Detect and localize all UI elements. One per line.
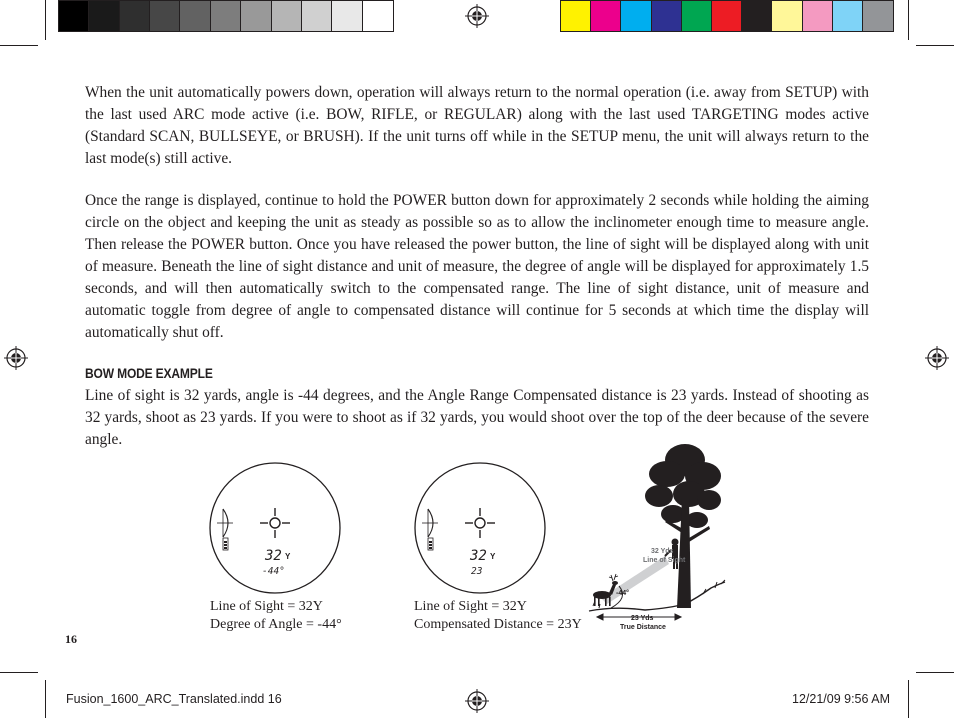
crop-mark-top-right-h xyxy=(916,45,954,46)
color-swatch xyxy=(591,1,621,31)
registration-mark-left-icon xyxy=(4,346,28,370)
registration-mark-bottom-icon xyxy=(465,689,489,713)
registration-mark-right-icon xyxy=(925,346,949,370)
caption-line: Line of Sight = 32Y xyxy=(210,599,323,614)
tree-icon xyxy=(645,444,721,608)
color-swatch xyxy=(241,1,271,31)
grayscale-color-bar xyxy=(58,0,394,32)
scope-1-caption xyxy=(210,598,342,634)
color-swatch xyxy=(682,1,712,31)
section-heading: BOW MODE EXAMPLE xyxy=(85,365,213,381)
true-distance-text-label: True Distance xyxy=(620,624,666,631)
scope-view-angle xyxy=(209,461,344,596)
color-swatch xyxy=(621,1,651,31)
crop-mark-bottom-left-v xyxy=(45,680,46,718)
color-swatch xyxy=(89,1,119,31)
scope-distance: 32 xyxy=(265,548,282,564)
color-swatch xyxy=(742,1,772,31)
scope-distance: 32 xyxy=(470,548,487,564)
crop-mark-top-right-v xyxy=(908,0,909,40)
color-swatch xyxy=(561,1,591,31)
paragraph-range-display: Once the range is displayed, continue to hold the POWER button down for approximately 2 seconds while holding the aiming circle on the object and keeping the unit as steady as possible so as to allow the inclinometer enough time to measure angle. Then release the POWER button. Once you have released the power button, the line of sight will be displayed along with unit of measure. Beneath the line of sight distance and unit of measure, the degree of angle will be displayed for approximately 1.5 seconds, and will then automatically switch to the compensated range. The line of sight distance, unit of measure and automatic toggle from degree of angle to compensated distance will continue for 5 seconds at which time the display will automatically shut off. xyxy=(85,192,869,341)
true-distance-label: 23 Yds xyxy=(631,615,654,622)
color-swatch xyxy=(272,1,302,31)
scope-unit: Y xyxy=(285,552,291,561)
registration-mark-top-icon xyxy=(465,4,489,28)
los-text-label: Line of Sight xyxy=(643,557,686,564)
crop-mark-bottom-right-v xyxy=(908,680,909,718)
color-swatch xyxy=(363,1,393,31)
color-swatch xyxy=(772,1,802,31)
angle-diagram xyxy=(585,438,905,638)
crop-mark-bottom-left-h xyxy=(0,672,38,673)
scope-unit: Y xyxy=(490,552,496,561)
los-distance-label: 32 Yds xyxy=(651,548,674,555)
color-swatch xyxy=(712,1,742,31)
crop-mark-top-left-h xyxy=(0,45,38,46)
color-swatch xyxy=(180,1,210,31)
crop-mark-bottom-right-h xyxy=(916,672,954,673)
caption-line: Line of Sight = 32Y xyxy=(414,599,527,614)
scope-sub-value: -44° xyxy=(262,566,285,577)
color-swatch xyxy=(211,1,241,31)
color-swatch xyxy=(150,1,180,31)
color-swatch xyxy=(120,1,150,31)
color-swatch xyxy=(833,1,863,31)
page-number: 16 xyxy=(65,632,77,646)
scope-view-compensated xyxy=(414,461,549,596)
caption-line: Compensated Distance = 23Y xyxy=(414,617,582,632)
slug-date: 12/21/09 9:56 AM xyxy=(792,692,890,706)
angle-label: -44° xyxy=(616,590,629,597)
caption-line: Degree of Angle = -44° xyxy=(210,617,342,632)
crop-mark-top-left-v xyxy=(45,0,46,40)
process-color-bar xyxy=(560,0,894,32)
color-swatch xyxy=(652,1,682,31)
color-swatch xyxy=(332,1,362,31)
scope-2-caption xyxy=(414,598,582,634)
scope-sub-value: 23 xyxy=(471,566,483,577)
paragraph-auto-power-down: When the unit automatically powers down, operation will always return to the normal operation (i.e. away from SETUP) with the last used ARC mode active (i.e. BOW, RIFLE, or REGULAR) along with the last used TARGETING modes active (Standard SCAN, BULLSEYE, or BRUSH). If the unit turns off while in the SETUP menu, the unit will always return to the last mode(s) still active. xyxy=(85,84,869,167)
slug-file-name: Fusion_1600_ARC_Translated.indd 16 xyxy=(66,692,282,706)
color-swatch xyxy=(803,1,833,31)
color-swatch xyxy=(863,1,893,31)
color-swatch xyxy=(59,1,89,31)
color-swatch xyxy=(302,1,332,31)
paragraph-bow-mode-example: Line of sight is 32 yards, angle is -44 degrees, and the Angle Range Compensated distance is 23 yards. Instead of shooting as 32 yards, shoot as 23 yards. If you were to shoot as if 32 yards, you would shoot over the top of the deer because of the severe angle. xyxy=(85,387,869,448)
